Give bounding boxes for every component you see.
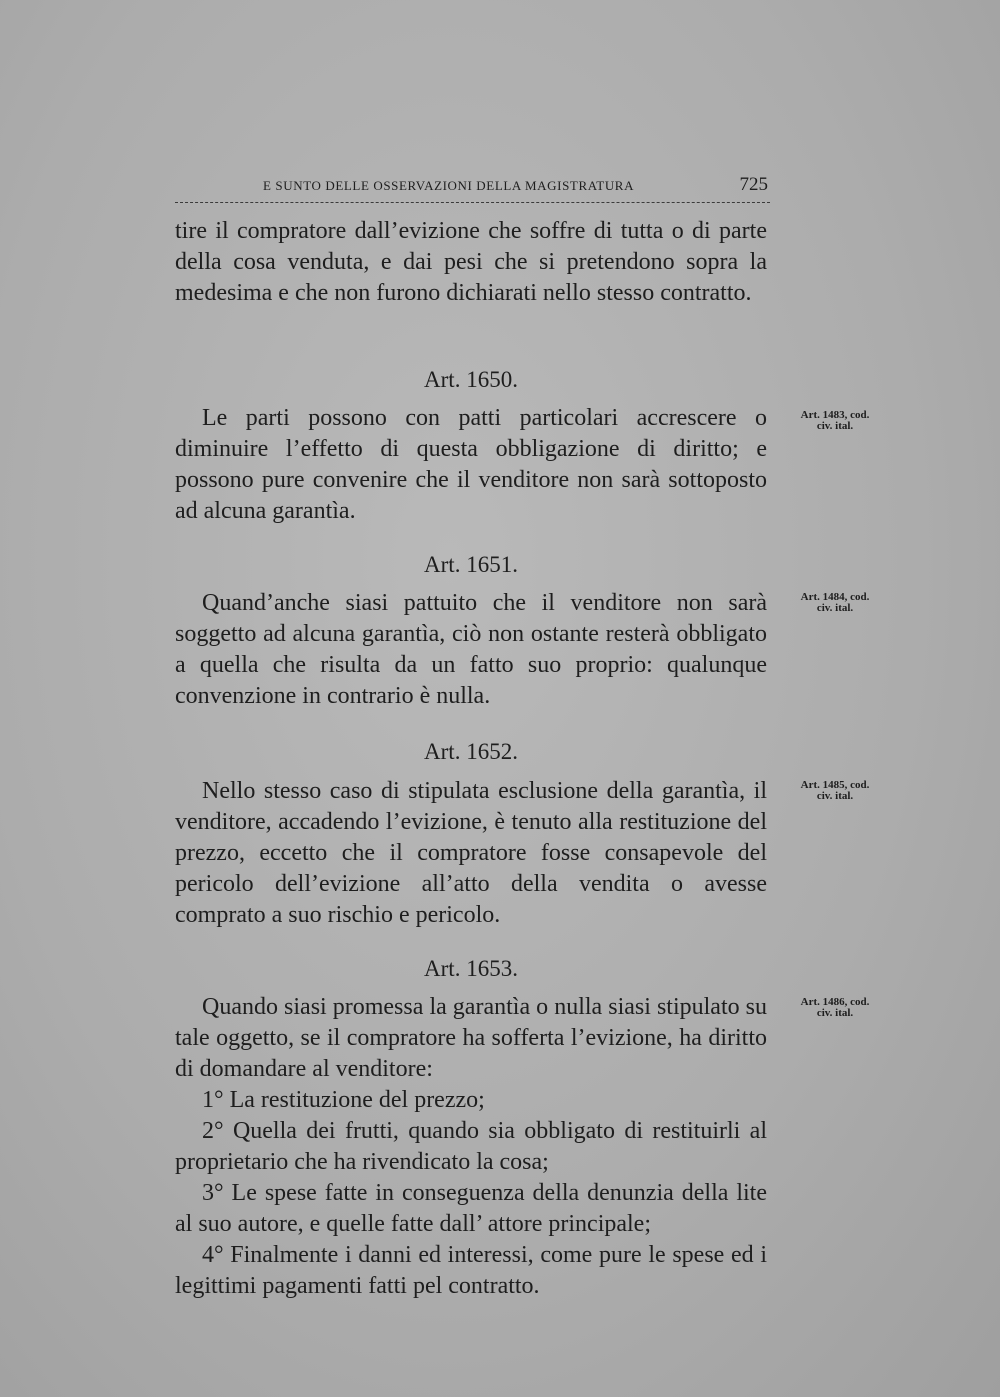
margin-note-line: Art. 1486, cod. bbox=[800, 996, 870, 1008]
article-text-1650 bbox=[175, 403, 767, 527]
margin-note-1653 bbox=[780, 997, 890, 1019]
margin-note-line: Art. 1484, cod. bbox=[800, 591, 870, 603]
page-number: 725 bbox=[739, 174, 768, 195]
article-heading-1652: Art. 1652. bbox=[424, 739, 518, 764]
list-item: 3° Le spese fatte in conseguenza della denunzia della lite al suo autore, e quelle fatte dall’ attore principale; bbox=[175, 1180, 767, 1237]
article-paragraph: Quand’anche siasi pattuito che il venditore non sarà soggetto ad alcuna garantìa, ciò non ostante resterà obbligato a quella che risulta da un fatto suo proprio: qualunque convenzione in contrario è nulla. bbox=[175, 590, 767, 709]
article-heading-1650: Art. 1650. bbox=[424, 367, 518, 392]
article-paragraph: Le parti possono con patti particolari accrescere o diminuire l’effetto di questa obbligazione di diritto; e possono pure convenire che il venditore non sarà sottoposto ad alcuna garantìa. bbox=[175, 405, 767, 524]
article-heading-1651: Art. 1651. bbox=[424, 552, 518, 577]
margin-note-1650 bbox=[780, 410, 890, 432]
margin-note-line: Art. 1485, cod. bbox=[800, 779, 870, 791]
margin-note-1652 bbox=[780, 780, 890, 802]
margin-note-line: civ. ital. bbox=[816, 420, 854, 432]
article-paragraph: Quando siasi promessa la garantìa o nulla siasi stipulato su tale oggetto, se il compratore ha sofferta l’evizione, ha diritto di domandare al venditore: bbox=[175, 994, 767, 1082]
intro-text: tire il compratore dall’evizione che soffre di tutta o di parte della cosa venduta, e dai pesi che si pretendono sopra la medesima e che non furono dichiarati nello stesso contratto. bbox=[175, 218, 767, 306]
margin-note-line: Art. 1483, cod. bbox=[800, 409, 870, 421]
article-text-1653 bbox=[175, 992, 767, 1302]
article-paragraph: Nello stesso caso di stipulata esclusione della garantìa, il venditore, accadendo l’evizione, è tenuto alla restituzione del prezzo, eccetto che il compratore fosse consapevole del pericolo dell’evizione all’atto della vendita o avesse comprato a suo rischio e pericolo. bbox=[175, 778, 767, 928]
margin-note-line: civ. ital. bbox=[816, 1007, 854, 1019]
margin-note-line: civ. ital. bbox=[816, 790, 854, 802]
running-head bbox=[175, 174, 770, 203]
margin-note-1651 bbox=[780, 592, 890, 614]
list-item: 1° La restituzione del prezzo; bbox=[202, 1087, 485, 1113]
margin-note-line: civ. ital. bbox=[816, 602, 854, 614]
intro-paragraph bbox=[175, 216, 767, 309]
article-text-1651 bbox=[175, 588, 767, 712]
article-text-1652 bbox=[175, 776, 767, 931]
list-item: 4° Finalmente i danni ed interessi, come pure le spese ed i legittimi pagamenti fatti pel contratto. bbox=[175, 1242, 767, 1299]
article-heading-1653: Art. 1653. bbox=[424, 956, 518, 981]
list-item: 2° Quella dei frutti, quando sia obbligato di restituirli al proprietario che ha rivendicato la cosa; bbox=[175, 1118, 767, 1175]
running-title: E SUNTO DELLE OSSERVAZIONI DELLA MAGISTRATURA bbox=[263, 178, 635, 193]
